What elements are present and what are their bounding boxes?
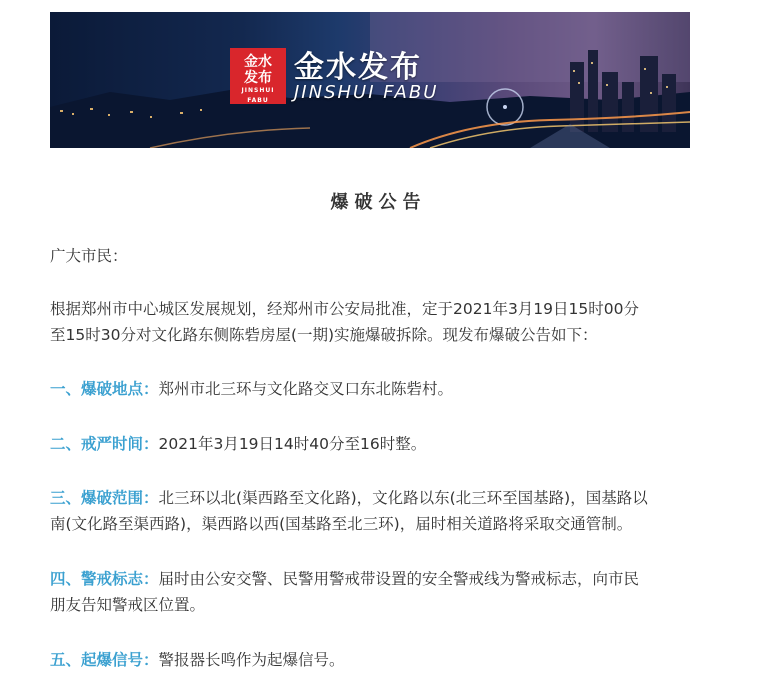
item-label: 五、起爆信号：: [50, 651, 159, 669]
item-text-continued: 朋友告知警戒区位置。: [50, 596, 206, 614]
header-banner: [50, 12, 690, 148]
jinshui-logo: [230, 48, 286, 104]
item-label: 二、戒严时间：: [50, 435, 159, 453]
intro-line-2: 至15时30分对文化路东侧陈砦房屋(一期)实施爆破拆除。现发布爆破公告如下：: [50, 326, 598, 344]
item-text: 北三环以北(渠西路至文化路)，文化路以东(北三环至国基路)，国基路以: [158, 489, 648, 507]
item-curfew-time: [50, 431, 730, 457]
banner-title: 金水发布: [294, 50, 422, 85]
item-location: [50, 376, 730, 402]
item-text: 届时由公安交警、民警用警戒带设置的安全警戒线为警戒标志，向市民: [158, 570, 640, 588]
greeting: 广大市民：: [50, 247, 128, 265]
article-title: 爆破公告: [330, 192, 427, 213]
logo-small-text: JINSHUI FABU: [241, 87, 275, 104]
banner-subtitle: JINSHUI FABU: [294, 82, 439, 103]
item-detonation-signal: [50, 647, 730, 673]
item-text-continued: 南(文化路至渠西路)，渠西路以西(国基路至北三环)，届时相关道路将采取交通管制。: [50, 515, 633, 533]
item-text: 警报器长鸣作为起爆信号。: [158, 651, 345, 669]
item-text: 2021年3月19日14时40分至16时整。: [158, 435, 427, 453]
item-warning-signs: [50, 566, 730, 618]
logo-text-line1: 金水: [244, 54, 272, 70]
item-label: 一、爆破地点：: [50, 380, 159, 398]
intro-line-1: 根据郑州市中心城区发展规划，经郑州市公安局批准，定于2021年3月19日15时00分: [50, 300, 639, 318]
logo-text-line2: 发布: [244, 70, 272, 86]
item-blast-range: [50, 485, 730, 537]
intro-paragraph: [50, 296, 730, 348]
item-label: 四、警戒标志：: [50, 570, 159, 588]
item-label: 三、爆破范围：: [50, 489, 159, 507]
item-text: 郑州市北三环与文化路交叉口东北陈砦村。: [158, 380, 454, 398]
